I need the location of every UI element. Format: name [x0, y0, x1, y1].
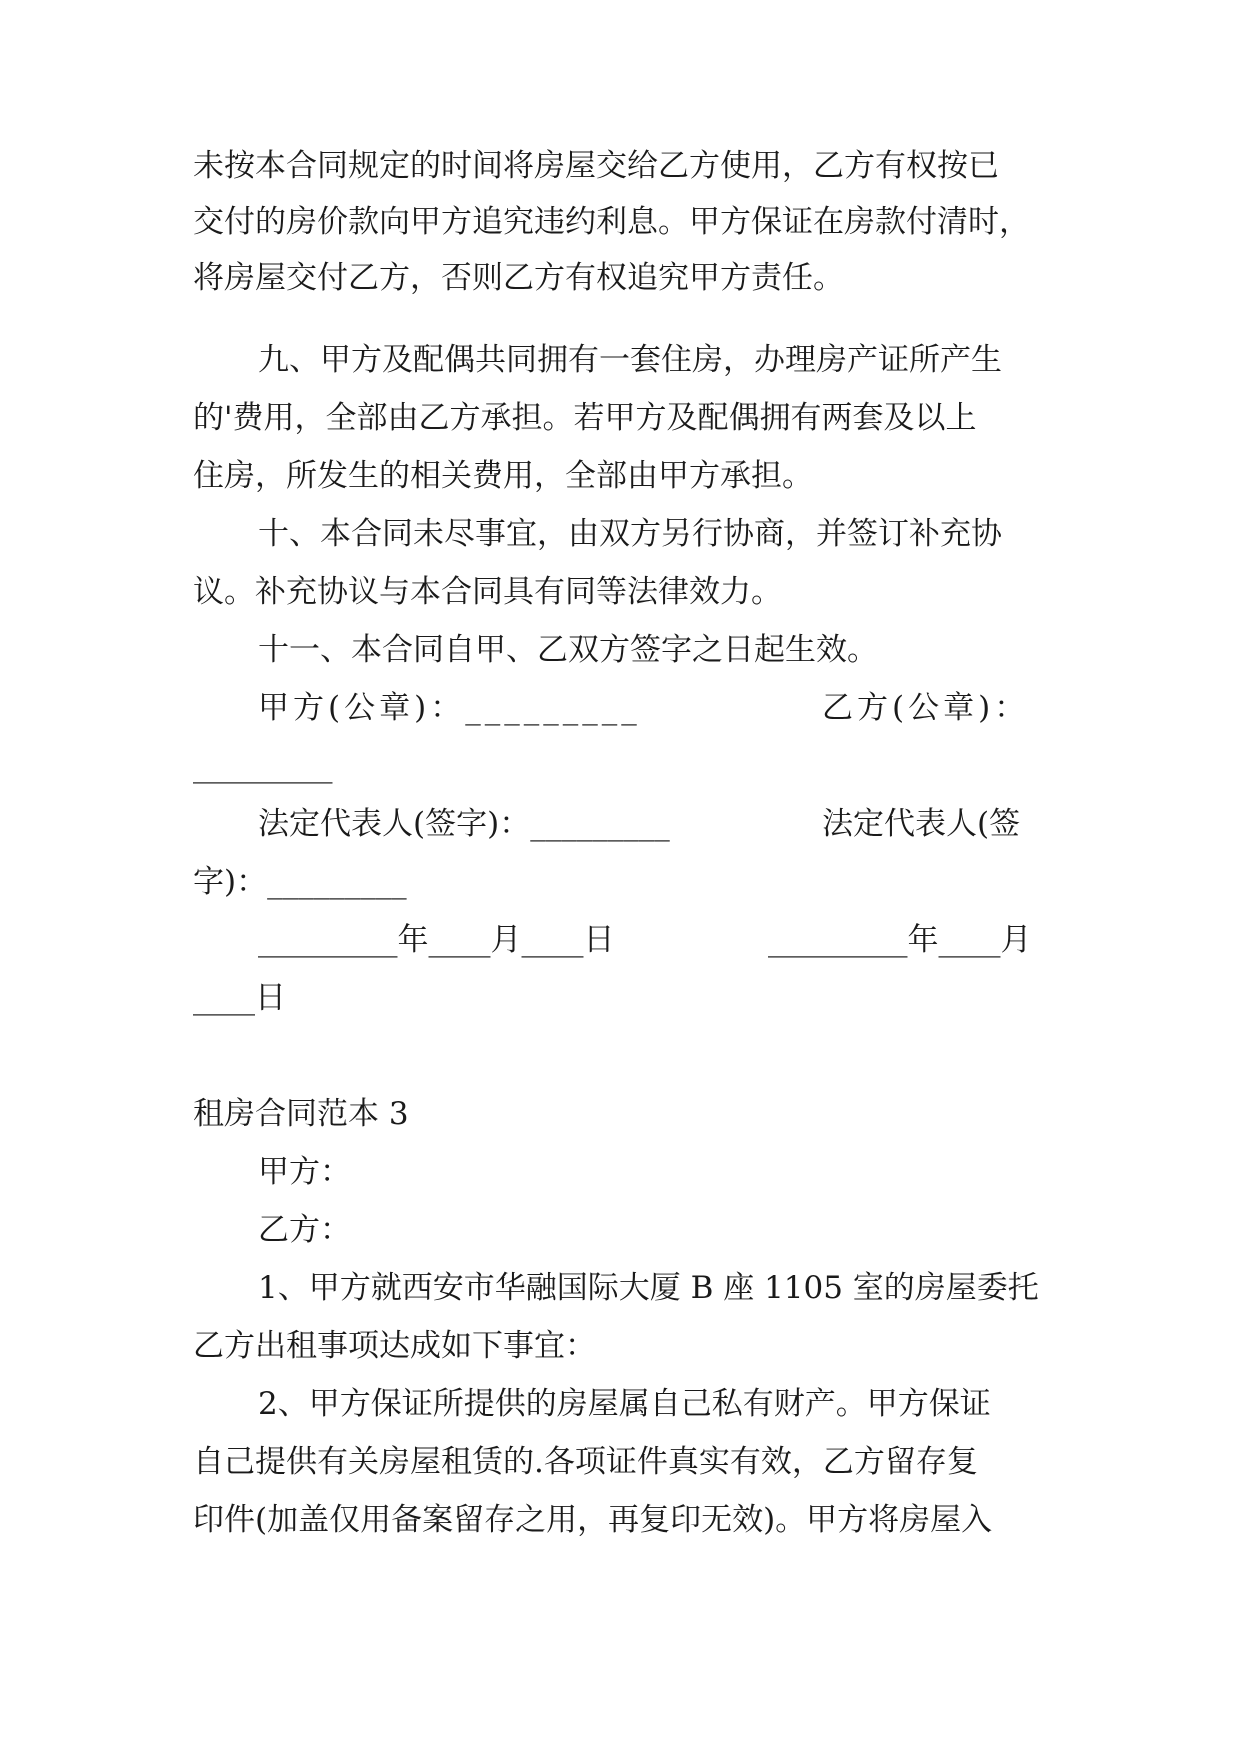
clause-nine-line: 的'费用，全部由乙方承担。若甲方及配偶拥有两套及以上 [193, 400, 977, 436]
paragraph-line: 将房屋交付乙方，否则乙方有权追究甲方责任。 [193, 260, 844, 296]
clause-ten-line: 十、本合同未尽事宜，由双方另行协商，并签订补充协 [258, 516, 1002, 552]
party-b-seal-blank: _________ [193, 748, 333, 784]
party-b-seal-line: 乙方(公章)： [822, 690, 1030, 726]
party-b-date-cont: ____日 [193, 980, 286, 1016]
party-b-representative-line: 法定代表人(签 [822, 806, 1021, 842]
party-b-date-line: _________年____月 [768, 922, 1032, 958]
clause-one-line: 1、甲方就西安市华融国际大厦 B 座 1105 室的房屋委托 [258, 1270, 1039, 1306]
clause-two-line: 自己提供有关房屋租赁的.各项证件真实有效，乙方留存复 [193, 1444, 978, 1480]
clause-nine-line: 住房，所发生的相关费用，全部由甲方承担。 [193, 458, 813, 494]
clause-eleven-line: 十一、本合同自甲、乙双方签字之日起生效。 [258, 632, 878, 668]
clause-nine-line: 九、甲方及配偶共同拥有一套住房，办理房产证所产生 [258, 342, 1002, 378]
paragraph-line: 未按本合同规定的时间将房屋交给乙方使用，乙方有权按已 [193, 148, 999, 184]
clause-two-line: 2、甲方保证所提供的房屋属自己私有财产。甲方保证 [258, 1386, 991, 1422]
party-a-date-line: _________年____月____日 [258, 922, 615, 958]
party-a-representative-line: 法定代表人(签字)：_________ [258, 806, 670, 842]
party-a-seal-line: 甲方(公章)：_________ [258, 690, 641, 726]
paragraph-line: 交付的房价款向甲方追究违约利息。甲方保证在房款付清时， [193, 204, 1030, 240]
clause-two-line: 印件(加盖仅用备案留存之用，再复印无效)。甲方将房屋入 [193, 1502, 993, 1538]
section-title: 租房合同范本 3 [193, 1096, 409, 1132]
clause-one-line: 乙方出租事项达成如下事宜： [193, 1328, 596, 1364]
party-b-label: 乙方： [258, 1212, 351, 1248]
party-b-representative-cont: 字)：_________ [193, 864, 407, 900]
clause-ten-line: 议。补充协议与本合同具有同等法律效力。 [193, 574, 782, 610]
party-a-label: 甲方： [258, 1154, 351, 1190]
